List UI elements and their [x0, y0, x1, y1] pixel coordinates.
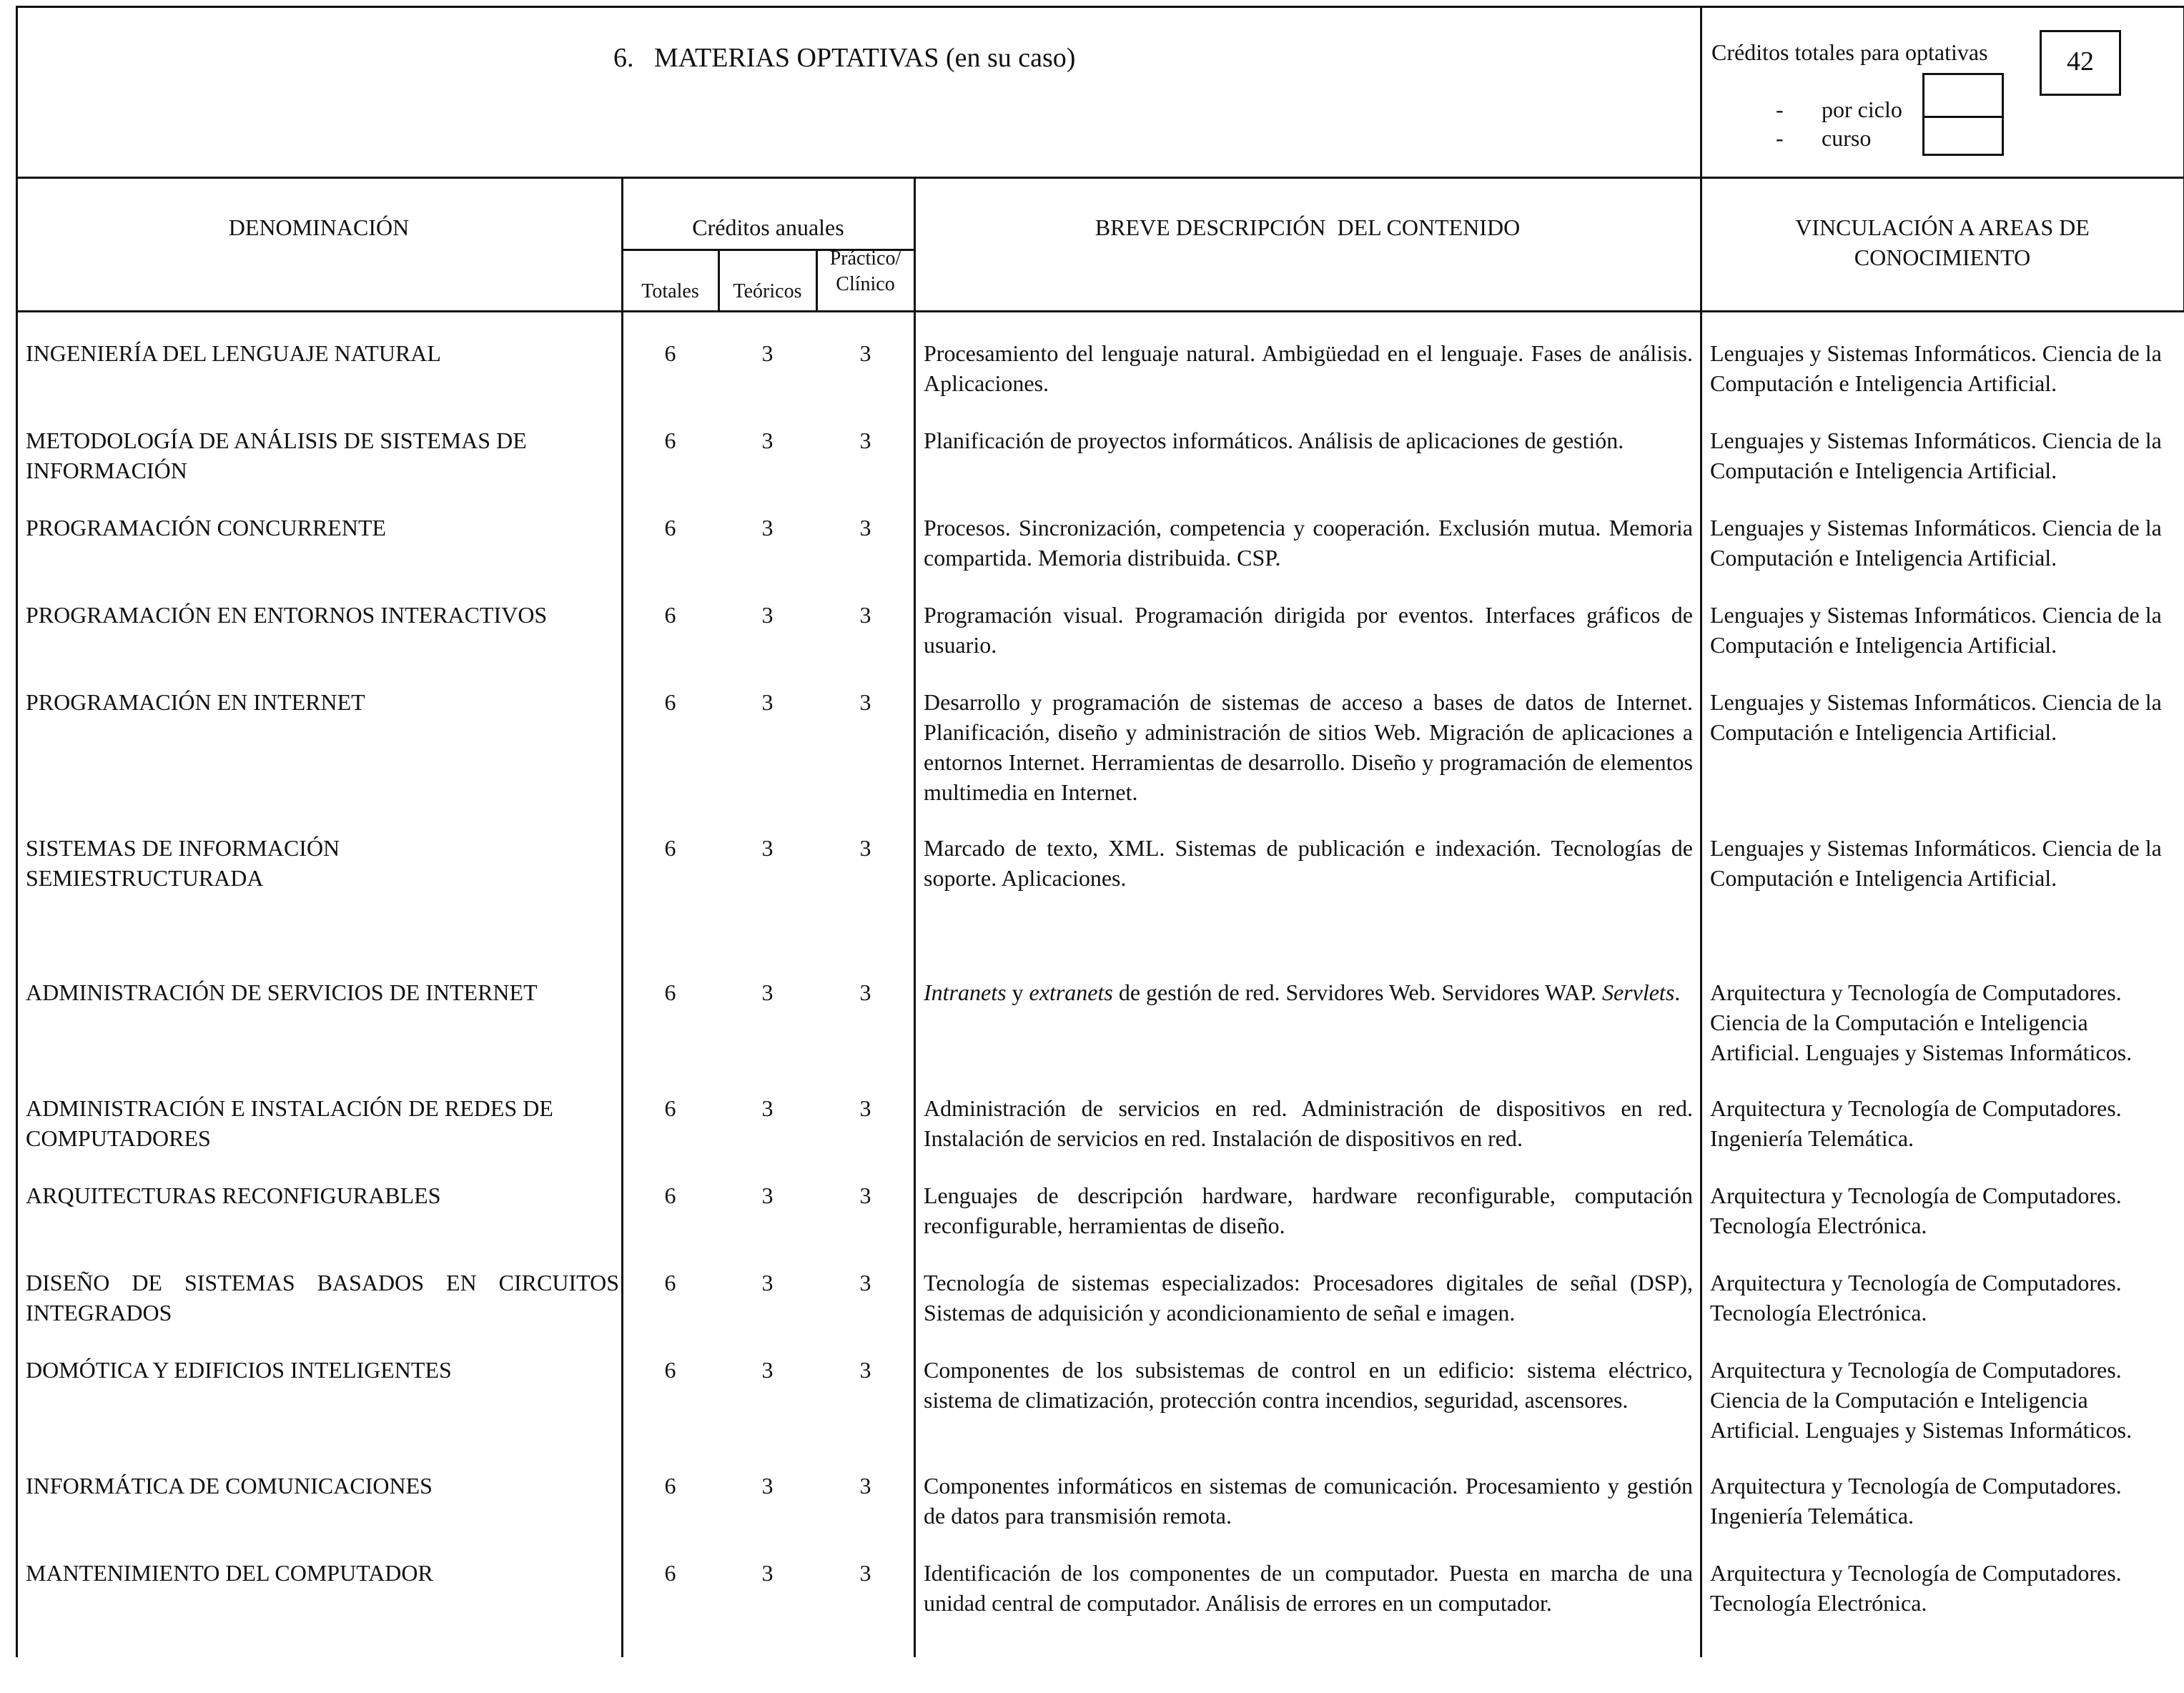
row-areas: Arquitectura y Tecnología de Computadores. Tecnología Electrónica.	[1710, 1270, 2122, 1326]
row-totales: 6	[664, 1357, 676, 1383]
header-creditos-anuales: Créditos anuales	[692, 214, 844, 240]
title-right-divider	[1700, 6, 1702, 177]
row-description-part: .	[1674, 979, 1681, 1005]
row-name	[26, 1180, 619, 1210]
row-name	[26, 833, 619, 893]
row-name-line: ADMINISTRACIÓN DE SERVICIOS DE INTERNET	[26, 979, 538, 1005]
row-totales: 6	[664, 1183, 676, 1208]
row-teoricos: 3	[761, 602, 774, 628]
header-descripcion: BREVE DESCRIPCIÓN DEL CONTENIDO	[1095, 214, 1521, 240]
credits-total-value: 42	[2067, 46, 2094, 76]
row-name-line: PROGRAMACIÓN EN ENTORNOS INTERACTIVOS	[26, 602, 548, 628]
row-totales: 6	[664, 689, 676, 715]
col-divider-name	[621, 177, 623, 1657]
row-name	[26, 1355, 619, 1385]
row-name-line: PROGRAMACIÓN EN INTERNET	[26, 689, 365, 715]
row-name	[26, 977, 619, 1007]
row-areas: Arquitectura y Tecnología de Computadores. Ciencia de la Computación e Inteligencia Artificial. Lenguajes y Sistemas Informáticos.	[1710, 1357, 2133, 1443]
row-description-part: Intranets	[924, 979, 1007, 1005]
header-clinico: Clínico	[836, 273, 895, 295]
header-vinculacion-line1: VINCULACIÓN A AREAS DE	[1795, 214, 2090, 240]
row-description: Identificación de los componentes de un computador. Puesta en marcha de una unidad central de computador. Análisis de errores en un computador.	[924, 1560, 1693, 1616]
row-areas: Lenguajes y Sistemas Informáticos. Ciencia de la Computación e Inteligencia Artificial.	[1710, 428, 2162, 483]
row-name-line: ARQUITECTURAS RECONFIGURABLES	[26, 1183, 441, 1208]
row-teoricos: 3	[761, 515, 774, 541]
title-bottom-border	[16, 177, 2184, 179]
row-name-line: SISTEMAS DE INFORMACIÓN	[26, 835, 340, 861]
row-description-part: Servlets	[1601, 979, 1675, 1005]
curso-dash: -	[1776, 125, 1784, 151]
row-areas: Arquitectura y Tecnología de Computadores. Tecnología Electrónica.	[1710, 1183, 2122, 1238]
row-name-line: ADMINISTRACIÓN E INSTALACIÓN DE REDES DE	[26, 1095, 553, 1121]
row-areas: Arquitectura y Tecnología de Computadores. Tecnología Electrónica.	[1710, 1560, 2122, 1616]
row-practicos: 3	[859, 1357, 871, 1383]
row-teoricos: 3	[761, 1095, 774, 1121]
row-description: Procesamiento del lenguaje natural. Ambigüedad en el lenguaje. Fases de análisis. Aplicaciones.	[924, 340, 1693, 396]
header-totales: Totales	[641, 280, 699, 302]
row-practicos: 3	[859, 602, 871, 628]
row-teoricos: 3	[761, 835, 774, 861]
row-description-part: extranets	[1029, 979, 1113, 1005]
row-teoricos: 3	[761, 1183, 774, 1208]
row-name-line: INFORMACIÓN	[26, 458, 187, 483]
row-name-line: DISEÑO DE SISTEMAS BASADOS EN CIRCUITOS	[26, 1270, 619, 1295]
row-description: Administración de servicios en red. Administración de dispositivos en red. Instalación de servicios en red. Instalación de dispositivos en red.	[924, 1095, 1693, 1151]
row-totales: 6	[664, 1473, 676, 1499]
row-name-line: PROGRAMACIÓN CONCURRENTE	[26, 515, 387, 541]
row-description: Lenguajes de descripción hardware, hardware reconfigurable, computación reconfigurable, herramientas de diseño.	[924, 1183, 1693, 1238]
row-totales: 6	[664, 979, 676, 1005]
credits-total-label: Créditos totales para optativas	[1711, 39, 1988, 65]
por-ciclo-dash: -	[1776, 97, 1784, 122]
left-border	[16, 6, 18, 1657]
row-areas: Lenguajes y Sistemas Informáticos. Ciencia de la Computación e Inteligencia Artificial.	[1710, 340, 2162, 396]
row-practicos: 3	[859, 689, 871, 715]
row-name	[26, 425, 619, 485]
row-description: Componentes de los subsistemas de control en un edificio: sistema eléctrico, sistema de climatización, protección contra incendios, seguridad, ascensores.	[924, 1357, 1693, 1413]
row-name-line: INTEGRADOS	[26, 1300, 172, 1326]
row-description: Procesos. Sincronización, competencia y cooperación. Exclusión mutua. Memoria compartida. Memoria distribuida. CSP.	[924, 515, 1693, 571]
row-teoricos: 3	[761, 1560, 774, 1586]
row-description: Marcado de texto, XML. Sistemas de publicación e indexación. Tecnologías de soporte. Aplicaciones.	[924, 835, 1693, 891]
header-vinculacion-line2: CONOCIMIENTO	[1854, 245, 2031, 270]
row-description: Planificación de proyectos informáticos. Análisis de aplicaciones de gestión.	[924, 428, 1624, 453]
row-practicos: 3	[859, 340, 871, 366]
header-practico: Práctico/	[829, 247, 901, 270]
row-name	[26, 338, 619, 368]
section-title: 6. MATERIAS OPTATIVAS (en su caso)	[613, 43, 1076, 73]
row-practicos: 3	[859, 515, 871, 541]
row-description: Componentes informáticos en sistemas de comunicación. Procesamiento y gestión de datos para transmisión remota.	[924, 1473, 1693, 1529]
row-teoricos: 3	[761, 340, 774, 366]
row-practicos: 3	[859, 1095, 871, 1121]
row-practicos: 3	[859, 1560, 871, 1586]
row-teoricos: 3	[761, 1473, 774, 1499]
row-name-line: METODOLOGÍA DE ANÁLISIS DE SISTEMAS DE	[26, 428, 527, 453]
col-divider-areas	[1700, 177, 1702, 1657]
top-border	[16, 6, 2184, 8]
row-totales: 6	[664, 340, 676, 366]
por-ciclo-label: por ciclo	[1822, 97, 1902, 122]
row-practicos: 3	[859, 979, 871, 1005]
row-areas: Arquitectura y Tecnología de Computadores. Ingeniería Telemática.	[1710, 1473, 2122, 1529]
header-teoricos: Teóricos	[733, 280, 802, 302]
row-teoricos: 3	[761, 1357, 774, 1383]
row-areas: Arquitectura y Tecnología de Computadores. Ciencia de la Computación e Inteligencia Artificial. Lenguajes y Sistemas Informáticos.	[1710, 979, 2133, 1065]
row-description: Desarrollo y programación de sistemas de acceso a bases de datos de Internet. Planificación, diseño y administración de sitios Web. Migración de aplicaciones a entornos Internet. Herramientas de desarrollo. Diseño y programación de elementos multimedia en Internet.	[924, 689, 1693, 805]
row-areas: Arquitectura y Tecnología de Computadores. Ingeniería Telemática.	[1710, 1095, 2122, 1151]
curso-label: curso	[1822, 125, 1872, 151]
row-name-line: COMPUTADORES	[26, 1125, 211, 1151]
curso-box	[1922, 116, 2004, 156]
row-name	[26, 687, 619, 717]
row-totales: 6	[664, 602, 676, 628]
row-totales: 6	[664, 835, 676, 861]
row-areas: Lenguajes y Sistemas Informáticos. Ciencia de la Computación e Inteligencia Artificial.	[1710, 515, 2162, 571]
row-practicos: 3	[859, 428, 871, 453]
row-practicos: 3	[859, 1183, 871, 1208]
row-totales: 6	[664, 1095, 676, 1121]
row-areas: Lenguajes y Sistemas Informáticos. Ciencia de la Computación e Inteligencia Artificial.	[1710, 689, 2162, 745]
row-teoricos: 3	[761, 1270, 774, 1295]
row-description	[924, 977, 1693, 1007]
row-name	[26, 1558, 619, 1588]
row-name-line: SEMIESTRUCTURADA	[26, 865, 264, 891]
row-name-line: INGENIERÍA DEL LENGUAJE NATURAL	[26, 340, 441, 366]
row-teoricos: 3	[761, 689, 774, 715]
row-areas: Lenguajes y Sistemas Informáticos. Ciencia de la Computación e Inteligencia Artificial.	[1710, 835, 2162, 891]
row-practicos: 3	[859, 1270, 871, 1295]
row-practicos: 3	[859, 835, 871, 861]
row-description: Tecnología de sistemas especializados: Procesadores digitales de señal (DSP), Sistemas de adquisición y acondicionamiento de señal e imagen.	[924, 1270, 1693, 1326]
row-name	[26, 513, 619, 543]
row-totales: 6	[664, 1560, 676, 1586]
row-description: Programación visual. Programación dirigida por eventos. Interfaces gráficos de usuario.	[924, 602, 1693, 658]
row-name	[26, 1093, 619, 1153]
row-name-line: DOMÓTICA Y EDIFICIOS INTELIGENTES	[26, 1357, 452, 1383]
row-description-part: de gestión de red. Servidores Web. Servidores WAP.	[1112, 979, 1602, 1005]
row-name-line: MANTENIMIENTO DEL COMPUTADOR	[26, 1560, 433, 1586]
header-bottom-border	[16, 310, 2184, 312]
col-divider-desc	[914, 177, 916, 1657]
row-name	[26, 600, 619, 630]
row-teoricos: 3	[761, 979, 774, 1005]
row-totales: 6	[664, 515, 676, 541]
row-description-part: y	[1006, 979, 1029, 1005]
row-practicos: 3	[859, 1473, 871, 1499]
row-totales: 6	[664, 428, 676, 453]
row-areas: Lenguajes y Sistemas Informáticos. Ciencia de la Computación e Inteligencia Artificial.	[1710, 602, 2162, 658]
row-name	[26, 1268, 619, 1328]
row-name	[26, 1471, 619, 1501]
row-name-line: INFORMÁTICA DE COMUNICACIONES	[26, 1473, 433, 1499]
row-teoricos: 3	[761, 428, 774, 453]
row-totales: 6	[664, 1270, 676, 1295]
header-denominacion: DENOMINACIÓN	[228, 214, 410, 240]
